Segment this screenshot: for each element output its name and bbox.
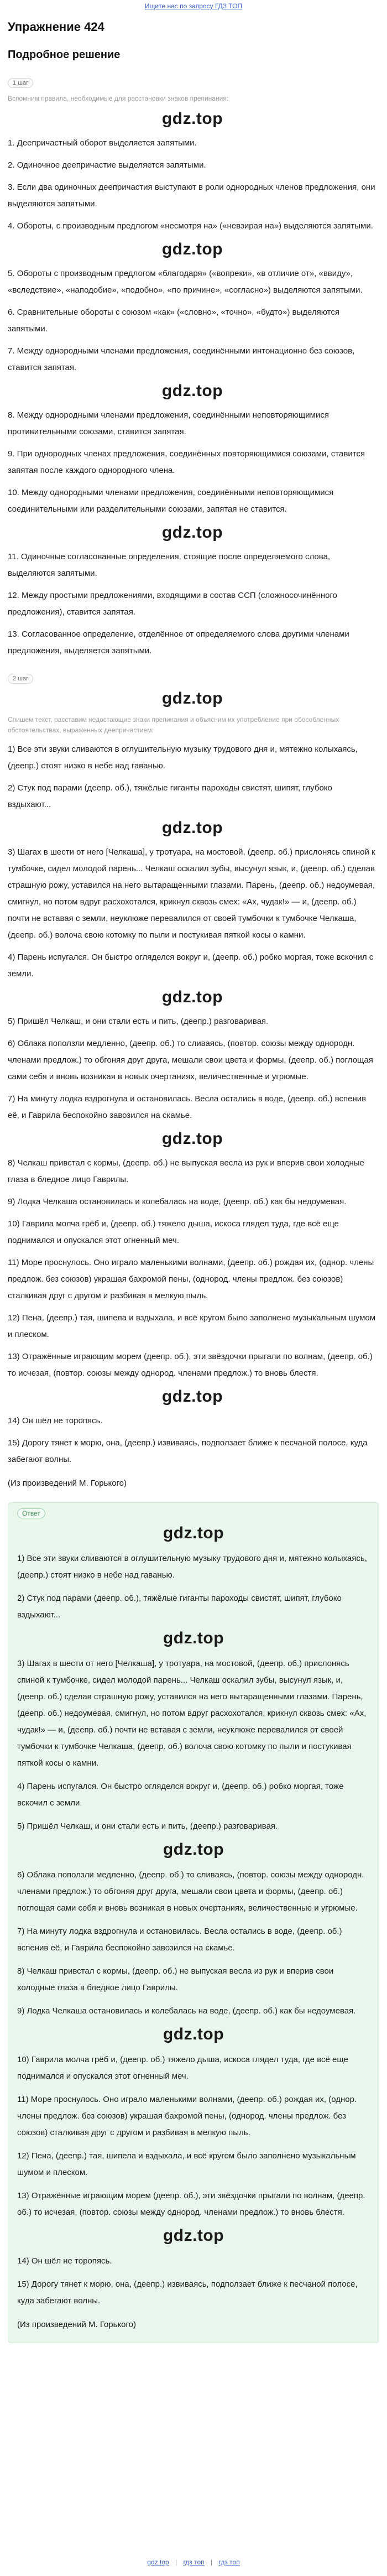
watermark: gdz.top [161,110,223,128]
sentence-item: 15) Дорогу тянет к морю, она, (деепр.) извиваясь, подползает ближе к песчаной полосе, куда забегают волны. [8,1438,368,1464]
sentence-item: 7) На минуту лодка вздрогнула и остановилась. Весла остались в воде, (деепр. об.) вспенив её, и Гаврила беспокойно завозился на скамье. [8,1094,367,1120]
sentence-item: 11) Море проснулось. Оно играло маленькими волнами, (деепр. об.) рождая их, (однор. члены предлож. без союзов) украшая бахромой пены, (однород. члены предлож. без союзов) сталкивая друг с другом и разбивая в мелкую пыль. [8,1258,374,1300]
watermark: gdz.top [161,819,223,837]
answer-item: 6) Облака поползли медленно, (деепр. об.) то сливаясь, (повтор. союзы между однородн. членами предлож.) то обгоняя друг друга, мешали свои цвета и формы, (деепр. об.) поглощая сами себя и вновь возникая в новых очертаниях, величественные и угрюмые. [17,1870,364,1913]
answer-item: 7) На минуту лодка вздрогнула и остановилась. Весла остались в воде, (деепр. об.) вспенив её, и Гаврила беспокойно завозился на скамье. [17,1927,342,1953]
footer-separator: | [211,2558,213,2566]
sentence-item: 1) Все эти звуки сливаются в оглушительную музыку трудового дня и, мятежно колыхаясь, (деепр.) стоят низко в небе над гаванью. [8,745,358,771]
answer-item: 8) Челкаш привстал с кормы, (деепр. об.) не выпуская весла из рук и вперив свои холодные глаза в бледное лицо Гаврилы. [17,1966,334,1992]
rule-item: 7. Между однородными членами предложения, соединёнными интонационно без союзов, ставится запятая. [8,346,355,372]
sentence-item: 6) Облака поползли медленно, (деепр. об.) то сливаясь, (повтор. союзы между однородн. членами предлож.) то обгоняя друг друга, мешали свои цвета и формы, (деепр. об.) поглощая сами себя и вновь возникая в новых очертаниях, величественные и угрюмые. [8,1039,373,1081]
answer-item: 12) Пена, (деепр.) тая, шипела и вздыхала, и всё кругом было заполнено музыкальным шумом и плеском. [17,2151,356,2177]
sentence-item: 14) Он шёл не торопясь. [8,1416,103,1425]
step-1-intro: Вспомним правила, необходимые для расстановки знаков препинания: [8,95,229,102]
watermark: gdz.top [161,240,223,258]
rule-item: 9. При однородных членах предложения, соединённых повторяющимися союзами, ставится запятая после каждого однородного члена. [8,449,365,475]
sentence-item: 10) Гаврила молча грёб и, (деепр. об.) тяжело дыша, искоса глядел туда, где всё еще поднимался и опускался этот огненный меч. [8,1219,339,1245]
section-title: Подробное решение [8,49,121,61]
answer-item: 15) Дорогу тянет к морю, она, (деепр.) извиваясь, подползает ближе к песчаной полосе, куда забегают волны. [17,2280,358,2306]
step-2-list [8,688,377,709]
answer-item: 10) Гаврила молча грёб и, (деепр. об.) тяжело дыша, искоса глядел туда, где всё еще поднимался и опускался этот огненный меч. [17,2055,348,2081]
sentence-item: 8) Челкаш привстал с кормы, (деепр. об.) не выпуская весла из рук и вперив свои холодные глаза в бледное лицо Гаврилы. [8,1158,364,1184]
footer-separator: | [175,2558,177,2566]
rule-item: 1. Деепричастный оборот выделяется запятыми. [8,138,197,148]
answer-label: Ответ [17,1508,45,1518]
rule-item: 6. Сравнительные обороты с союзом «как» («словно», «точно», «будто») выделяются запятыми. [8,308,339,334]
step-2-list [8,741,377,1491]
step-2-block [0,659,387,1491]
watermark: gdz.top [163,1840,224,1859]
watermark: gdz.top [163,2226,224,2245]
answer-item: 14) Он шёл не торопясь. [17,2256,112,2266]
step-1-list [8,108,377,659]
answer-box [8,1502,379,2343]
footer-link[interactable]: гдз топ [218,2558,240,2566]
sentence-item: 9) Лодка Челкаша остановилась и колебалась на воде, (деепр. об.) как бы недоумевая. [8,1197,347,1206]
watermark: gdz.top [161,1130,223,1148]
watermark: gdz.top [161,382,223,400]
sentence-item: 2) Стук под парами (деепр. об.), тяжёлые гиганты пароходы свистят, шипят, глубоко вздыхают... [8,783,332,809]
answer-item: 4) Парень испугался. Он быстро огляделся вокруг и, (деепр. об.) робко моргая, тоже вскочил с земли. [17,1782,344,1808]
sentence-item: 4) Парень испугался. Он быстро огляделся вокруг и, (деепр. об.) робко моргая, тоже вскочил с земли. [8,953,374,979]
step-2-tag: 2 шаг [8,674,33,684]
footer-link[interactable]: gdz.top [147,2558,169,2566]
rule-item: 8. Между однородными членами предложения, соединёнными неповторяющимися противительными союзами, ставится запятая. [8,410,329,436]
watermark: gdz.top [161,988,223,1006]
watermark: gdz.top [163,1629,224,1647]
sentence-item: 5) Пришёл Челкаш, и они стали есть и пить, (деепр.) разговаривая. [8,1017,269,1026]
footer-links [0,2558,387,2566]
answer-item: 11) Море проснулось. Оно играло маленькими волнами, (деепр. об.) рождая их, (однор. члены предлож. без союзов) украшая бахромой пены, (однород. члены предлож. без союзов) сталкивая друг с другом и разбивая в мелкую пыль. [17,2095,357,2137]
watermark: gdz.top [161,523,223,542]
step-1-tag: 1 шаг [8,78,33,88]
watermark: gdz.top [163,2025,224,2043]
top-banner-link[interactable]: Ищите нас по запросу ГДЗ ТОП [144,2,243,10]
rule-item: 12. Между простыми предложениями, входящими в состав ССП (сложносочинённого предложения), ставится запятая. [8,591,337,617]
sentence-item: 12) Пена, (деепр.) тая, шипела и вздыхала, и всё кругом было заполнено музыкальным шумом и плеском. [8,1313,376,1339]
rule-item: 10. Между однородными членами предложения, соединёнными неповторяющимися соединительными или разделительными союзами, запятая не ставится. [8,488,334,514]
answer-item: 1) Все эти звуки сливаются в оглушительную музыку трудового дня и, мятежно колыхаясь, (деепр.) стоят низко в небе над гаванью. [17,1554,367,1580]
watermark: gdz.top [161,1387,223,1406]
rule-item: 2. Одиночное деепричастие выделяется запятыми. [8,160,206,170]
answer-item: 2) Стук под парами (деепр. об.), тяжёлые гиганты пароходы свистят, шипят, глубоко вздыхают... [17,1594,342,1620]
step-1-block [0,61,387,659]
rule-item: 13. Согласованное определение, отделённое от определяемого слова другими членами предложения, выделяется запятыми. [8,629,349,655]
page-title: Упражнение 424 [8,20,104,34]
answer-item: 9) Лодка Челкаша остановилась и колебалась на воде, (деепр. об.) как бы недоумевая. [17,2006,356,2016]
watermark: gdz.top [163,1524,224,1542]
rule-item: 5. Обороты с производным предлогом «благодаря» («вопреки», «в отличие от», «ввиду», «вследствие», «наподобие», «подобно», «по причине», «согласно») выделяются запятыми. [8,269,363,295]
rule-item: 3. Если два одиночных деепричастия выступают в роли однородных членов предложения, они выделяются запятыми. [8,183,375,209]
sentence-item: 3) Шагах в шести от него [Челкаша], у тротуара, на мостовой, (деепр. об.) прислонясь спиной к тумбочке, сидел молодой парень... Челкаш оскалил зубы, высунул язык, и, (деепр. об.) сделав страшную рожу, уставился на него вытаращенными глазами. Парень, (деепр. об.) недоумевая, смигнул, но потом вдруг расхохотался, крикнул сквозь смех: «Ах, чудак!» — и, (деепр. об.) почти не вставая с земли, неуклюже перевалился от своей тумбочки к тумбочке Челкаша, (деепр. об.) волоча свою котомку по пыли и постукивая пяткой косы о камни. [8,847,375,940]
answer-item: 3) Шагах в шести от него [Челкаша], у тротуара, на мостовой, (деепр. об.) прислонясь спиной к тумбочке, сидел молодой парень... Челкаш оскалил зубы, высунул язык, и, (деепр. об.) сделав страшную рожу, уставился на него вытаращенными глазами. Парень, (деепр. об.) недоумевая, смигнул, но потом вдруг расхохотался, крикнул сквозь смех: «Ах, чудак!» — и, (деепр. об.) почти не вставая с земли, неуклюже перевалился от своей тумбочки к тумбочке Челкаша, (деепр. об.) волоча свою котомку по пыли и постукивая пяткой косы о камни. [17,1659,367,1768]
step-2-intro: Спишем текст, расставим недостающие знаки препинания и объясним их употребление при обособленных обстоятельствах, выраженных деепричастием: [8,716,339,734]
footer-link[interactable]: гдз топ [183,2558,205,2566]
rule-item: 4. Обороты, с производным предлогом «несмотря на» («невзирая на») выделяются запятыми. [8,221,373,231]
answer-item: 5) Пришёл Челкаш, и они стали есть и пить, (деепр.) разговаривая. [17,1822,278,1831]
rule-item: 11. Одиночные согласованные определения, стоящие после определяемого слова, выделяются запятыми. [8,552,331,578]
source-attribution: (Из произведений М. Горького) [17,2320,137,2329]
source-attribution: (Из произведений М. Горького) [8,1479,127,1488]
answer-item: 13) Отражённые играющим морем (деепр. об.), эти звёздочки прыгали по волнам, (деепр. об.) то исчезая, (повтор. союзы между однород. членами предлож.) то вновь блестя. [17,2191,365,2217]
watermark: gdz.top [161,689,223,707]
sentence-item: 13) Отражённые играющим морем (деепр. об.), эти звёздочки прыгали по волнам, (деепр. об.) то исчезая, (повтор. союзы между однород. членами предлож.) то вновь блестя. [8,1352,373,1378]
